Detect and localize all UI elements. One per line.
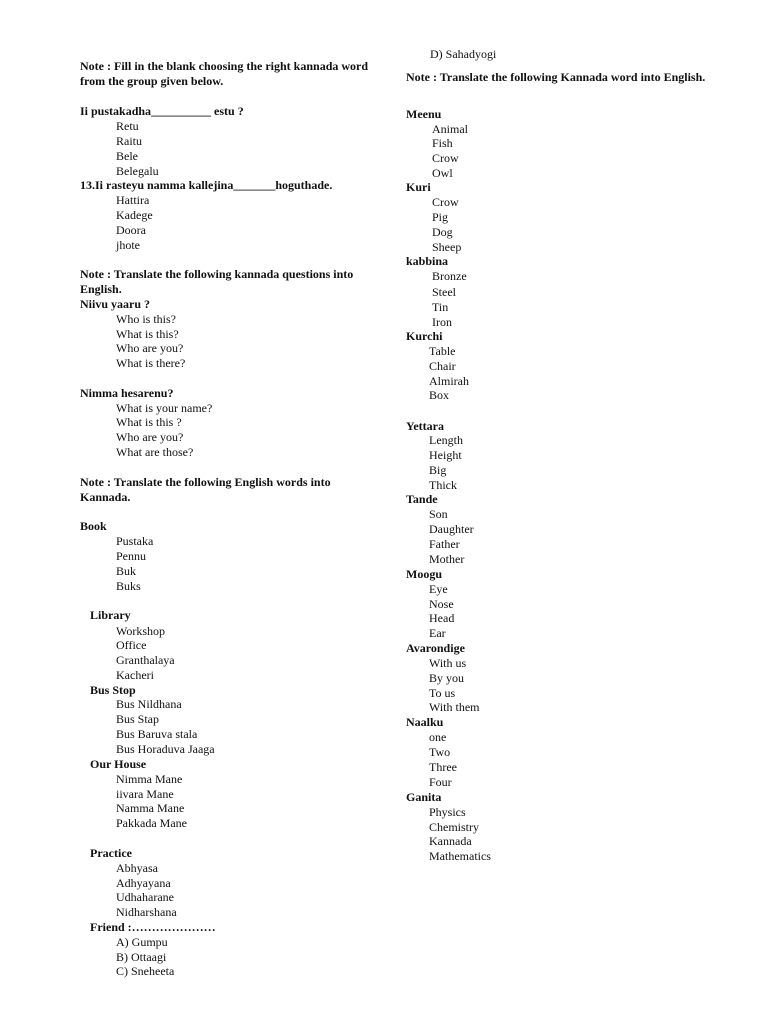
option-text: Buks (116, 579, 141, 593)
option-text: one (429, 730, 447, 744)
word-ganita: Ganita (406, 790, 442, 804)
option-text: With them (429, 700, 480, 714)
option-text: C) Sneheeta (116, 964, 175, 978)
option-text: Who is this? (116, 312, 176, 326)
note-translate-english-words: Note : Translate the following English words into Kannada. (80, 475, 331, 504)
option-text: Kacheri (116, 668, 154, 682)
option-text: Bele (116, 149, 138, 163)
option-text: Fish (432, 136, 453, 150)
question-nimma-hesarenu: Nimma hesarenu? (80, 386, 174, 400)
option-text: Table (429, 344, 456, 358)
option-text: Mathematics (429, 849, 491, 863)
word-yettara: Yettara (406, 419, 444, 433)
option-text: Bus Stap (116, 712, 160, 726)
option-text: Dog (432, 225, 453, 239)
option-text: Hattira (116, 193, 150, 207)
option-text: Sheep (432, 240, 462, 254)
option-text: Mother (429, 552, 465, 566)
option-text: D) Sahadyogi (430, 47, 497, 61)
option-text: Crow (432, 195, 459, 209)
option-text: Belegalu (116, 164, 159, 178)
word-kurchi: Kurchi (406, 329, 443, 343)
word-meenu: Meenu (406, 107, 442, 121)
option-text: Father (429, 537, 460, 551)
option-text: Daughter (429, 522, 474, 536)
option-text: Pig (432, 210, 449, 224)
option-text: Namma Mane (116, 801, 185, 815)
option-text: Crow (432, 151, 459, 165)
option-text: Nidharshana (116, 905, 177, 919)
option-text: Box (429, 388, 450, 402)
word-library: Library (90, 608, 131, 622)
word-book: Book (80, 519, 107, 533)
word-tande: Tande (406, 492, 438, 506)
option-text: Son (429, 507, 448, 521)
option-text: To us (429, 686, 456, 700)
option-text: What is this ? (116, 415, 182, 429)
option-text: Abhyasa (116, 861, 158, 875)
option-text: Office (116, 638, 147, 652)
option-text: Who are you? (116, 341, 184, 355)
option-text: Animal (432, 122, 468, 136)
option-text: Pustaka (116, 534, 154, 548)
option-text: Steel (432, 285, 456, 299)
word-avarondige: Avarondige (406, 641, 465, 655)
word-practice: Practice (90, 846, 132, 860)
option-text: Pennu (116, 549, 146, 563)
option-text: Head (429, 611, 455, 625)
option-text: Iron (432, 315, 452, 329)
option-text: Eye (429, 582, 448, 596)
option-text: Three (429, 760, 457, 774)
option-text: iivara Mane (116, 787, 174, 801)
option-text: Workshop (116, 624, 166, 638)
word-kabbina: kabbina (406, 254, 449, 268)
option-text: Two (429, 745, 451, 759)
word-our-house: Our House (90, 757, 147, 771)
option-text: Retu (116, 119, 139, 133)
option-text: Almirah (429, 374, 469, 388)
option-text: Adhyayana (116, 876, 171, 890)
option-text: Buk (116, 564, 137, 578)
option-text: Chemistry (429, 820, 479, 834)
option-text: What is this? (116, 327, 179, 341)
option-text: What are those? (116, 445, 194, 459)
word-bus-stop: Bus Stop (90, 683, 136, 697)
option-text: Height (429, 448, 462, 462)
option-text: Owl (432, 166, 453, 180)
option-text: What is there? (116, 356, 186, 370)
option-text: Chair (429, 359, 456, 373)
option-text: What is your name? (116, 401, 213, 415)
option-text: With us (429, 656, 467, 670)
option-text: Tin (432, 300, 449, 314)
question-niivu-yaaru: Niivu yaaru ? (80, 297, 151, 311)
option-text: Big (429, 463, 447, 477)
option-text: Granthalaya (116, 653, 175, 667)
option-text: jhote (116, 238, 140, 252)
word-naalku: Naalku (406, 715, 444, 729)
option-text: B) Ottaagi (116, 950, 167, 964)
option-text: A) Gumpu (116, 935, 168, 949)
word-kuri: Kuri (406, 180, 431, 194)
word-moogu: Moogu (406, 567, 442, 581)
option-text: Ear (429, 626, 446, 640)
option-text: Kannada (429, 834, 472, 848)
question-pustakadha: Ii pustakadha__________ estu ? (80, 104, 244, 118)
option-text: Bus Nildhana (116, 697, 182, 711)
option-text: Length (429, 433, 463, 447)
option-text: Raitu (116, 134, 142, 148)
option-text: Thick (429, 478, 457, 492)
option-text: Physics (429, 805, 466, 819)
option-text: Kadege (116, 208, 153, 222)
note-fill-in-blank: Note : Fill in the blank choosing the right kannada word from the group given below. (80, 59, 369, 88)
option-text: Bus Baruva stala (116, 727, 198, 741)
note-translate-questions: Note : Translate the following kannada questions into English. (80, 267, 354, 296)
option-text: By you (429, 671, 465, 685)
option-text: Pakkada Mane (116, 816, 187, 830)
option-text: Udhaharane (116, 890, 174, 904)
option-text: Doora (116, 223, 146, 237)
word-friend: Friend :………………… (90, 920, 216, 934)
question-13-rasteyu: 13.Ii rasteyu namma kallejina_______hoguthade. (80, 178, 333, 192)
option-text: Bronze (432, 269, 467, 283)
option-text: Bus Horaduva Jaaga (116, 742, 215, 756)
note-translate-kannada-words: Note : Translate the following Kannada word into English. (406, 70, 706, 84)
option-text: Nose (429, 597, 454, 611)
option-text: Four (429, 775, 452, 789)
option-text: Nimma Mane (116, 772, 183, 786)
option-text: Who are you? (116, 430, 184, 444)
